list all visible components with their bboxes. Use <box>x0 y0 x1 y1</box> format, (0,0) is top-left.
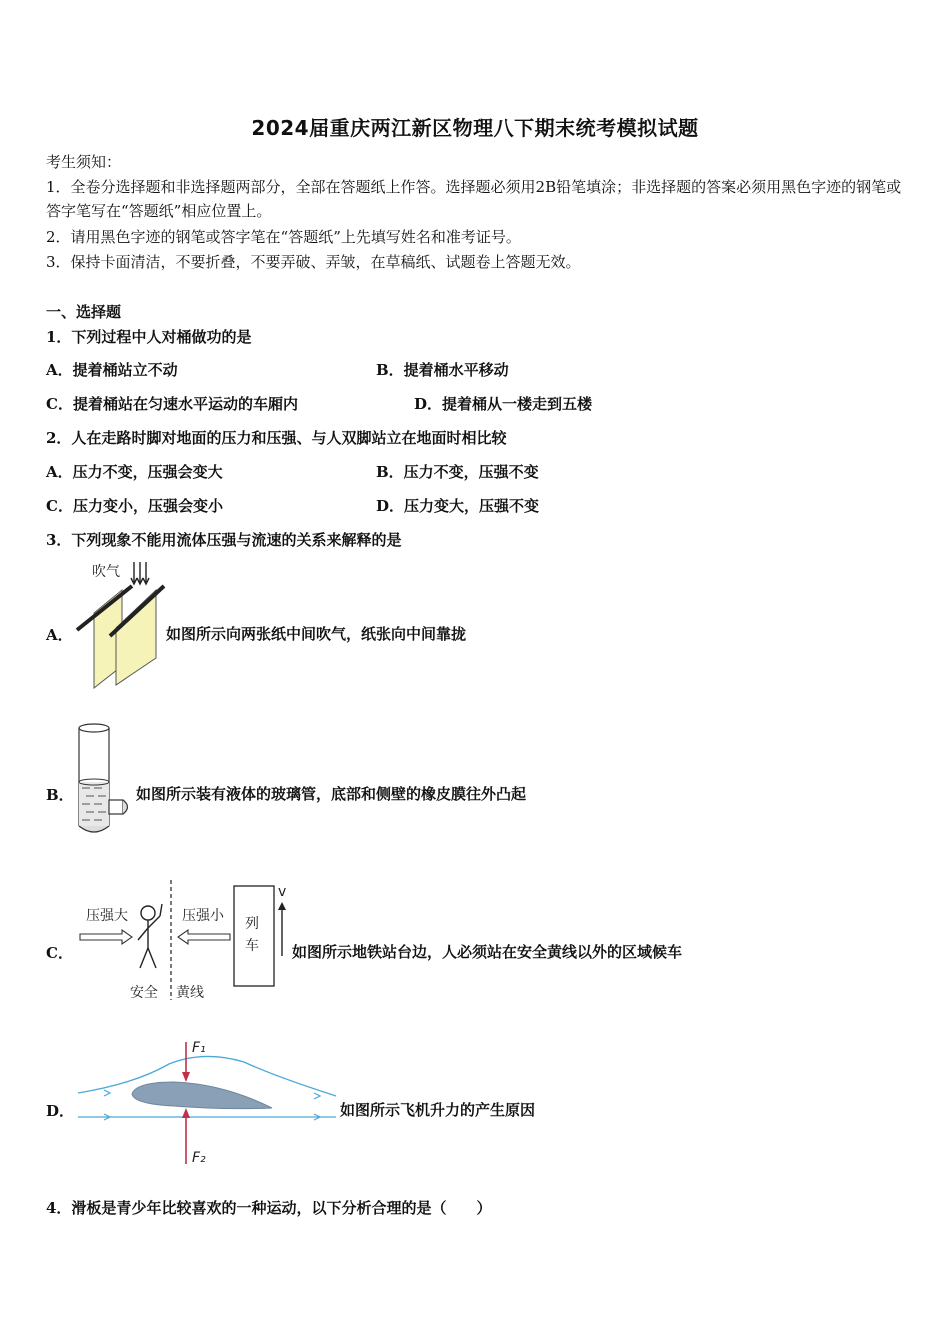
question-3-option-d-text[interactable]: 如图所示飞机升力的产生原因 <box>340 1101 536 1119</box>
force-f2-label: F₂ <box>192 1150 206 1166</box>
question-1-option-a[interactable]: A．提着桶站立不动 <box>46 361 178 379</box>
notice-item-3: 3．保持卡面清洁，不要折叠，不要弄破、弄皱，在草稿纸、试题卷上答题无效。 <box>46 253 581 271</box>
train-char-1: 列 <box>245 916 259 932</box>
question-3-option-b-label[interactable]: B． <box>46 786 74 804</box>
question-1-option-c[interactable]: C．提着桶站在匀速水平运动的车厢内 <box>46 395 298 413</box>
yellow-line-label: 黄线 <box>176 985 204 1001</box>
pressure-large-label: 压强大 <box>86 908 128 924</box>
question-3-option-c-text[interactable]: 如图所示地铁站台边，人必须站在安全黄线以外的区域候车 <box>292 943 683 961</box>
question-2-option-a[interactable]: A．压力不变，压强会变大 <box>46 463 223 481</box>
arrow-right <box>80 930 132 944</box>
question-2-stem: 2．人在走路时脚对地面的压力和压强、与人双脚站立在地面时相比较 <box>46 429 507 447</box>
train-box <box>234 886 274 986</box>
question-1-option-d[interactable]: D．提着桶从一楼走到五楼 <box>414 395 593 413</box>
blow-label: 吹气 <box>92 564 120 580</box>
glass-tube-figure <box>72 720 138 838</box>
question-3-stem: 3．下列现象不能用流体压强与流速的关系来解释的是 <box>46 531 402 549</box>
airfoil-lift-figure <box>74 1036 344 1168</box>
train-char-2: 车 <box>245 938 259 954</box>
side-outlet <box>109 800 123 814</box>
question-3-option-d-label[interactable]: D． <box>46 1102 75 1120</box>
side-membrane <box>123 800 128 814</box>
question-3-option-b-text[interactable]: 如图所示装有液体的玻璃管，底部和侧壁的橡皮膜往外凸起 <box>136 785 527 803</box>
question-2-option-d[interactable]: D．压力变大，压强不变 <box>376 497 540 515</box>
question-3-option-a-text[interactable]: 如图所示向两张纸中间吹气，纸张向中间靠拢 <box>166 625 467 643</box>
subway-platform-figure <box>72 876 294 1004</box>
question-3-option-a-label[interactable]: A． <box>46 626 73 644</box>
person-figure <box>138 904 162 968</box>
notice-item-1: 1．全卷分选择题和非选择题两部分，全部在答题纸上作答。选择题必须用2B铅笔填涂；非选择题的答案必须用黑色字迹的钢笔或答字笔写在“答题纸”相应位置上。 <box>46 178 902 220</box>
question-2-option-c[interactable]: C．压力变小，压强会变小 <box>46 497 223 515</box>
section-heading: 一、选择题 <box>46 303 122 321</box>
airfoil-wing <box>132 1082 272 1109</box>
question-2-option-b[interactable]: B．压力不变，压强不变 <box>376 463 539 481</box>
page-title: 2024届重庆两江新区物理八下期末统考模拟试题 <box>251 116 699 140</box>
paper-blowing-figure <box>72 558 172 692</box>
question-1-option-b[interactable]: B．提着桶水平移动 <box>376 361 509 379</box>
air-arrows <box>131 562 149 584</box>
velocity-label: v <box>278 884 287 900</box>
safe-label: 安全 <box>130 985 158 1001</box>
notice-heading: 考生须知： <box>46 153 122 171</box>
notice-item-2: 2．请用黑色字迹的钢笔或答字笔在“答题纸”上先填写姓名和准考证号。 <box>46 228 521 246</box>
question-4-stem: 4．滑板是青少年比较喜欢的一种运动，以下分析合理的是（ ） <box>46 1199 492 1217</box>
pressure-small-label: 压强小 <box>182 908 224 924</box>
force-f1-label: F₁ <box>192 1040 206 1056</box>
arrow-left <box>178 930 230 944</box>
bottom-membrane <box>79 826 109 832</box>
question-1-stem: 1．下列过程中人对桶做功的是 <box>46 328 252 346</box>
question-3-option-c-label[interactable]: C． <box>46 944 73 962</box>
